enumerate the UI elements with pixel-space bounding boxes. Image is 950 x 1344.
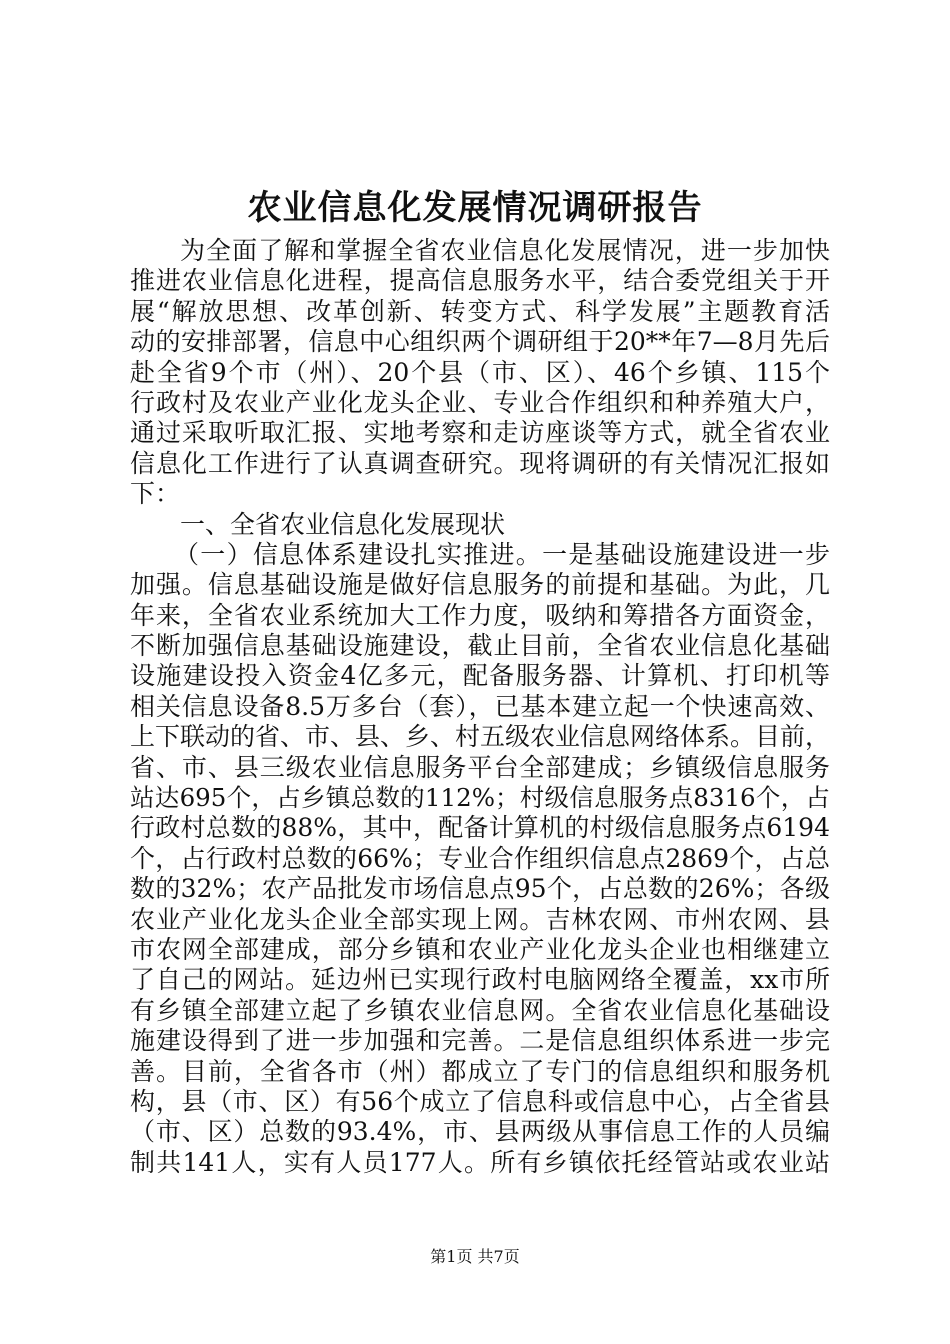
paragraph-line: 行政村及农业产业化龙头企业、专业合作组织和种养殖大户， (130, 387, 830, 417)
paragraph-line: 为全面了解和掌握全省农业信息化发展情况，进一步加快 (180, 236, 830, 265)
paragraph-line: 农业产业化龙头企业全部实现上网。吉林农网、市州农网、县 (130, 904, 830, 934)
page-footer: 第1页 共7页 (430, 1247, 520, 1266)
paragraph-line: 下： (130, 479, 181, 509)
paragraph-line: 推进农业信息化进程，提高信息服务水平，结合委党组关于开 (130, 266, 830, 296)
section-heading: 一、全省农业信息化发展现状 (180, 509, 506, 539)
paragraph-line: 有乡镇全部建立起了乡镇农业信息网。全省农业信息化基础设 (130, 995, 830, 1025)
paragraph-line: 赴全省9个市（州）、20个县（市、区）、46个乡镇、115个 (130, 357, 830, 387)
paragraph-line: 施建设得到了进一步加强和完善。二是信息组织体系进一步完 (130, 1026, 830, 1056)
paragraph-line: （市、区）总数的93.4%，市、县两级从事信息工作的人员编 (130, 1117, 830, 1147)
document-body (130, 236, 830, 1178)
paragraph-line: 站达695个，占乡镇总数的112%；村级信息服务点8316个，占 (130, 783, 830, 813)
paragraph-line: 年来，全省农业系统加大工作力度，吸纳和筹措各方面资金， (130, 600, 830, 630)
paragraph-line: 加强。信息基础设施是做好信息服务的前提和基础。为此，几 (130, 570, 830, 600)
paragraph-line: 上下联动的省、市、县、乡、村五级农业信息网络体系。目前， (130, 722, 830, 752)
paragraph-line: 省、市、县三级农业信息服务平台全部建成；乡镇级信息服务 (130, 752, 830, 782)
paragraph-line: 不断加强信息基础设施建设，截止目前，全省农业信息化基础 (130, 631, 830, 661)
paragraph-line: 动的安排部署，信息中心组织两个调研组于20**年7—8月先后 (130, 327, 830, 357)
paragraph-line: 信息化工作进行了认真调查研究。现将调研的有关情况汇报如 (130, 448, 830, 478)
paragraph-line: 展“解放思想、改革创新、转变方式、科学发展”主题教育活 (130, 296, 830, 326)
paragraph-line: 数的32%；农产品批发市场信息点95个，占总数的26%；各级 (130, 874, 830, 904)
paragraph-line: 设施建设投入资金4亿多元，配备服务器、计算机、打印机等 (130, 661, 830, 691)
paragraph-line: 相关信息设备8.5万多台（套），已基本建立起一个快速高效、 (130, 691, 830, 721)
paragraph-line: 构，县（市、区）有56个成立了信息科或信息中心，占全省县 (130, 1086, 830, 1116)
paragraph-line: 善。目前，全省各市（州）都成立了专门的信息组织和服务机 (130, 1056, 830, 1086)
paragraph-line: 市农网全部建成，部分乡镇和农业产业化龙头企业也相继建立 (130, 934, 830, 964)
subsection-heading-line: （一）信息体系建设扎实推进。一是基础设施建设进一步 (174, 539, 830, 569)
paragraph-line: 制共141人，实有人员177人。所有乡镇依托经管站或农业站 (130, 1147, 830, 1177)
paragraph-line: 通过采取听取汇报、实地考察和走访座谈等方式，就全省农业 (130, 418, 830, 448)
paragraph-line: 个，占行政村总数的66%；专业合作组织信息点2869个，占总 (130, 843, 830, 873)
paragraph-line: 了自己的网站。延边州已实现行政村电脑网络全覆盖，xx市所 (130, 965, 830, 995)
paragraph-line: 行政村总数的88%，其中，配备计算机的村级信息服务点6194 (130, 813, 830, 843)
document-title: 农业信息化发展情况调研报告 (247, 188, 703, 228)
